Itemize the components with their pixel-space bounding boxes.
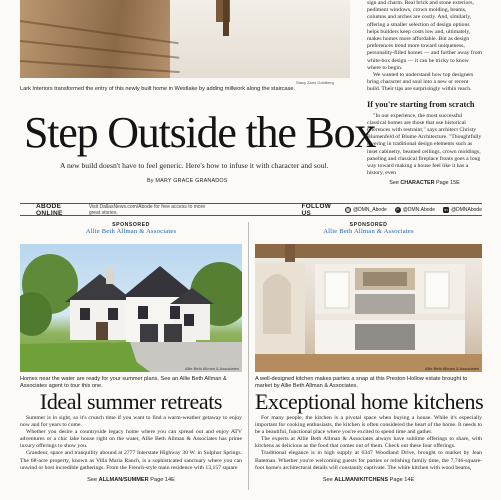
sponsor-name: Allie Beth Allman & Associates bbox=[323, 228, 414, 235]
social-instagram[interactable] bbox=[345, 207, 387, 213]
instagram-icon: ◎ bbox=[346, 207, 350, 212]
jump-target: CHARACTER bbox=[400, 180, 435, 187]
right-photo-credit: Allie Beth Allman & Associates bbox=[424, 366, 479, 371]
photo-floor-plank bbox=[20, 40, 179, 59]
character-jump-link[interactable]: See CHARACTER Page 15E bbox=[389, 180, 460, 187]
abode-online-label: ABODE ONLINE bbox=[36, 202, 63, 217]
left-body-paragraph: Grandeur, space and tranquility abound at 2777 Interstate Highway 30 W. in Sulphur Springs. The 68-acre property, known as Villa Maria Ranch, is a sophisticated sanctuary where you can unwind or host incredible gatherings. From the French-style main residence with 13,157 square bbox=[20, 450, 242, 471]
right-col-paragraph: sign and charm. Real brick and stone exteriors, pediment windows, crown molding, beams, columns and arches are costly. And, similarly, offering a smaller selection of design options helps builders keep costs low and, ultimately, makes homes more affordable. But as design preferences trend more toward uniqueness, personality-filled homes — and further away from white-box design — it can be tricky to know where to begin. bbox=[367, 0, 482, 71]
pinterest-icon: P bbox=[396, 207, 400, 212]
linkedin-handle: @DMNAbode bbox=[451, 206, 482, 213]
right-photo-caption: A well-designed kitchen makes parties a snap at this Preston Hollow estate brought to market by Allie Beth Allman & Associates. bbox=[255, 376, 468, 389]
social-pinterest[interactable] bbox=[395, 207, 435, 213]
jump-page: Page 14E bbox=[389, 477, 415, 483]
left-body-paragraph: Whether you desire a countryside legacy home where you can spread out and enjoy ATV adventures or a chic lake house right on the water, Allie Beth Allman & Associates has prime luxury offerings to show you. bbox=[20, 429, 242, 450]
abode-visit-text[interactable]: Visit DallasNews.com/Abode for free access to more great stories. bbox=[88, 203, 206, 216]
follow-us-label: FOLLOW US bbox=[301, 202, 332, 217]
abode-online-bar bbox=[20, 203, 482, 216]
byline: By MARY GRACE GRANADOS bbox=[147, 178, 228, 184]
top-photo-caption: Lark Interiors transformed the entry of this newly built home in Westlake by adding millwork along the staircase. bbox=[20, 86, 296, 92]
photo-baluster bbox=[223, 0, 229, 36]
jump-target: ALLMAN/SUMMER bbox=[98, 477, 149, 483]
allman-summer-jump-link[interactable]: See ALLMAN/SUMMER Page 14E bbox=[87, 477, 175, 483]
linkedin-icon: in bbox=[444, 207, 448, 212]
column-divider bbox=[248, 222, 249, 490]
lake-house-photo bbox=[20, 244, 242, 372]
right-col-subhead: If you're starting from scratch bbox=[367, 99, 475, 109]
photo-wall bbox=[170, 0, 350, 78]
social-linkedin[interactable] bbox=[443, 207, 482, 213]
right-feature-body bbox=[255, 415, 482, 472]
right-feature-headline: Exceptional home kitchens bbox=[255, 389, 484, 414]
right-column-article bbox=[367, 0, 482, 188]
instagram-handle: @DMN_Abode bbox=[353, 206, 387, 213]
main-headline: Step Outside the Box bbox=[24, 108, 376, 157]
pinterest-handle: @DMN.Abode bbox=[402, 206, 436, 213]
top-photo-credit: Stacy Zarin Goldberg bbox=[296, 80, 334, 85]
headline-deck: A new build doesn't have to feel generic. Here's how to infuse it with character and soul. bbox=[60, 161, 329, 170]
photo-floor-plank bbox=[20, 60, 180, 73]
house-illustration bbox=[20, 244, 242, 372]
left-feature-headline: Ideal summer retreats bbox=[39, 389, 223, 414]
right-col-paragraph: "In our experience, the most successful classical homes are those that use historical references with restraint," says architect Christy Blumenfeld of Blume Architecture. "Thoughtfully layering in traditional design elements such as inset cabinetry, beamed ceilings, crown moldings, paneling and classical fireplace fronts goes a long way toward making a house feel like it has a history, even bbox=[367, 112, 482, 177]
kitchen-illustration bbox=[255, 244, 482, 372]
jump-target: ALLMAN/KITCHENS bbox=[334, 477, 389, 483]
allman-kitchens-jump-link[interactable]: See ALLMAN/KITCHENS Page 14E bbox=[322, 477, 415, 483]
jump-page: Page 14E bbox=[150, 477, 175, 483]
left-feature-body bbox=[20, 415, 242, 472]
right-sponsor-header bbox=[255, 222, 482, 235]
left-photo-caption: Homes near the water are ready for your summer plans. See an Allie Beth Allman & Associates agent to tour this one. bbox=[20, 376, 227, 389]
kitchen-photo bbox=[255, 244, 482, 372]
right-body-paragraph: For many people, the kitchen is a pivotal space when buying a house. While it's especially important for cooking enthusiasts, the kitchen is often considered the heart of the home. It needs to be a beautiful, functional place where you're excited to spend time and gather. bbox=[255, 415, 482, 436]
entry-staircase-photo bbox=[20, 0, 350, 78]
right-body-paragraph: Traditional elegance is in high supply at 6347 Woodland Drive, brought to market by Jean Bateman. Whether you're welcoming guests for parties or relishing family time, the 7,746-square-foot home's architectural details will constantly captivate. The white kitchen with wood beams, bbox=[255, 450, 482, 471]
left-body-paragraph: Summer is in sight, so it's crunch time if you want to find a warm-weather getaway to enjoy now and for years to come. bbox=[20, 415, 242, 429]
sponsor-name: Allie Beth Allman & Associates bbox=[85, 228, 177, 235]
photo-floor-plank bbox=[20, 20, 179, 44]
sponsored-label: SPONSORED bbox=[112, 222, 150, 228]
right-col-paragraph: We wanted to understand how top designers bring character and soul into a new or recent build. Their tips are surprisingly within reach. bbox=[367, 72, 474, 93]
sponsored-label: SPONSORED bbox=[349, 222, 388, 228]
right-body-paragraph: The experts at Allie Beth Allman & Associates always have sublime offerings to share, with kitchens as delicious as the food that comes out of them. Check out these four offerings. bbox=[255, 436, 482, 450]
left-sponsor-header bbox=[20, 222, 242, 235]
jump-page: Page 15E bbox=[436, 180, 460, 187]
left-photo-credit: Allie Beth Allman & Associates bbox=[184, 366, 239, 371]
